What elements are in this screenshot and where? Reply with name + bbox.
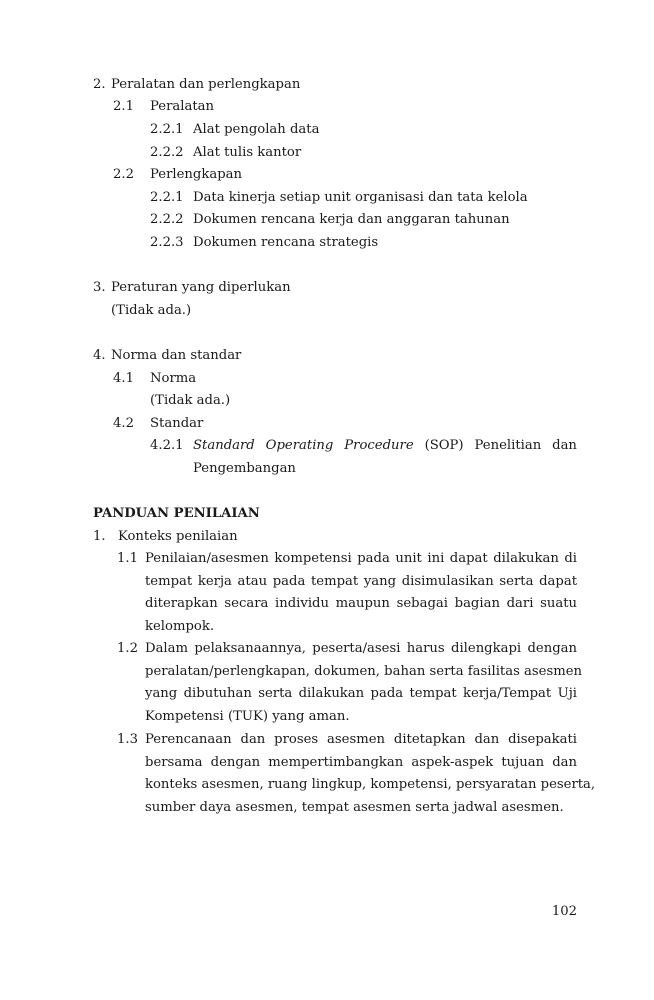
paragraph-line: Penilaian/asesmen kompetensi pada unit ini dapat dilakukan di xyxy=(145,551,577,566)
section4-1-number: 4.1 xyxy=(113,371,134,386)
section3-note: (Tidak ada.) xyxy=(111,303,192,318)
paragraph-line: sumber daya asesmen, tempat asesmen serta jadwal asesmen. xyxy=(145,800,564,815)
paragraph-line: tempat kerja atau pada tempat yang disimulasikan serta dapat xyxy=(145,574,577,589)
panduan-1-title: Konteks penilaian xyxy=(118,529,238,544)
section4-1-note: (Tidak ada.) xyxy=(150,393,231,408)
section3-number: 3. xyxy=(93,280,106,295)
section4-title: Norma dan standar xyxy=(111,348,242,363)
paragraph-line: bersama dengan mempertimbangkan aspek-aspek tujuan dan xyxy=(145,755,577,770)
sop-line xyxy=(193,437,577,455)
paragraph-line: yang dibutuhan serta dilakukan pada tempat kerja/Tempat Uji xyxy=(145,686,577,701)
sop-word: Penelitian xyxy=(474,438,542,453)
section4-2-number: 4.2 xyxy=(113,416,134,431)
point-number: 1.1 xyxy=(117,551,138,566)
item-number: 2.2.2 xyxy=(150,145,184,160)
sop-word: (SOP) xyxy=(424,438,464,453)
sop-word: dan xyxy=(552,438,577,453)
section2-title: Peralatan dan perlengkapan xyxy=(111,77,301,92)
item-number: 2.2.1 xyxy=(150,122,184,137)
section4-1-title: Norma xyxy=(150,371,197,386)
item-number: 4.2.1 xyxy=(150,438,184,453)
paragraph-line: peralatan/perlengkapan, dokumen, bahan serta fasilitas asesmen xyxy=(145,664,583,679)
sop-word: Standard xyxy=(193,438,255,453)
section3-title: Peraturan yang diperlukan xyxy=(111,280,291,295)
point-number: 1.2 xyxy=(117,641,138,656)
section4-2-title: Standar xyxy=(150,416,204,431)
paragraph-line: Perencanaan dan proses asesmen ditetapkan dan disepakati xyxy=(145,732,577,747)
item-text: Alat tulis kantor xyxy=(193,145,302,160)
page-number: 102 xyxy=(551,904,577,919)
paragraph-line: diterapkan secara individu maupun sebagai bagian dari suatu xyxy=(145,596,577,611)
panduan-1-number: 1. xyxy=(93,529,106,544)
section2-number: 2. xyxy=(93,77,106,92)
section4-number: 4. xyxy=(93,348,106,363)
item-number: 2.2.1 xyxy=(150,190,184,205)
item-number: 2.2.2 xyxy=(150,212,184,227)
paragraph-line: konteks asesmen, ruang lingkup, kompetensi, persyaratan peserta, xyxy=(145,777,596,792)
item-text: Dokumen rencana kerja dan anggaran tahunan xyxy=(193,212,510,227)
sop-word: Operating xyxy=(265,438,334,453)
paragraph-line: Kompetensi (TUK) yang aman. xyxy=(145,709,350,724)
section2-2-title: Perlengkapan xyxy=(150,167,242,182)
section2-1-title: Peralatan xyxy=(150,99,214,114)
sop-word: Procedure xyxy=(344,438,414,453)
item-number: 2.2.3 xyxy=(150,235,184,250)
section2-2-number: 2.2 xyxy=(113,167,134,182)
sop-line-2: Pengembangan xyxy=(193,461,296,476)
point-number: 1.3 xyxy=(117,732,138,747)
paragraph-line: Dalam pelaksanaannya, peserta/asesi harus dilengkapi dengan xyxy=(145,641,577,656)
panduan-heading: PANDUAN PENILAIAN xyxy=(93,506,260,521)
item-text: Dokumen rencana strategis xyxy=(193,235,379,250)
item-text: Alat pengolah data xyxy=(193,122,320,137)
paragraph-line: kelompok. xyxy=(145,619,215,634)
item-text: Data kinerja setiap unit organisasi dan tata kelola xyxy=(193,190,528,205)
section2-1-number: 2.1 xyxy=(113,99,134,114)
